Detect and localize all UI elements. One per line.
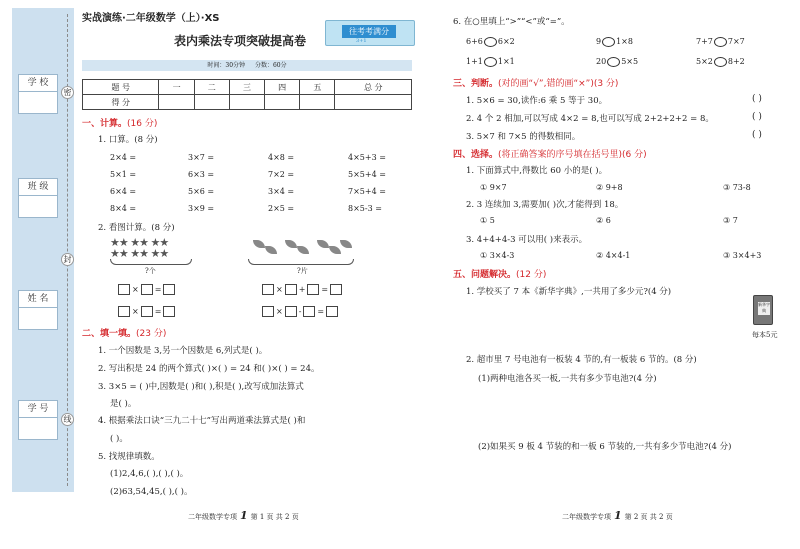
caption-right: ?片: [297, 267, 308, 275]
name-label: 姓 名: [18, 290, 58, 308]
calc-item: 2×5 =: [268, 204, 295, 213]
answer-box[interactable]: [118, 306, 130, 317]
dictionary-cover-text: 新华字典: [758, 302, 770, 313]
section-hint: (对的画“√”,错的画“×”): [498, 79, 594, 89]
op-times: ×: [276, 307, 283, 316]
compare-oval[interactable]: [484, 37, 497, 47]
brace-left: [110, 259, 192, 265]
compare-oval[interactable]: [714, 57, 727, 67]
fill-question: (2)63,54,45,( ),( )。: [110, 487, 193, 497]
answer-box[interactable]: [285, 306, 297, 317]
choice-option[interactable]: ③ 73-8: [723, 183, 751, 192]
op-times: ×: [276, 285, 283, 294]
calc-item: 3×7 =: [188, 153, 215, 162]
compare-right: 1×1: [497, 57, 515, 66]
choice-option[interactable]: ① 5: [480, 216, 495, 225]
calc-item: 7×5+4 =: [348, 187, 386, 196]
problem-question: 2. 超市里 7 号电池有一板装 4 节的,有一板装 6 节的。(8 分): [466, 355, 697, 365]
left-footer: [188, 509, 299, 522]
op-times: ×: [132, 285, 139, 294]
choice-option[interactable]: ③ 3×4+3: [723, 251, 762, 260]
compare-oval[interactable]: [607, 57, 620, 67]
score-input-cell[interactable]: [265, 95, 300, 110]
answer-box[interactable]: [163, 284, 175, 295]
choice-question: 1. 下面算式中,得数比 60 小的是( )。: [466, 166, 608, 176]
section-points: (12 分): [516, 270, 547, 280]
fill-question: 1. 一个因数是 3,另一个因数是 6,列式是( )。: [98, 346, 268, 356]
answer-boxes-1: [118, 284, 175, 295]
table-cell: 题 号: [83, 80, 159, 95]
section-points: (6 分): [622, 150, 647, 160]
answer-box[interactable]: [141, 284, 153, 295]
section-3-heading: [453, 76, 618, 89]
star-icon: ★★: [150, 247, 169, 260]
leaf-icon: [329, 246, 341, 254]
fill-question: 3. 3×5 = ( )中,因数是( )和( ),积是( ),改写成加法算式: [98, 382, 304, 392]
right-page: [400, 0, 800, 549]
fill-question: 是( )。: [110, 399, 137, 409]
table-cell: 二: [194, 80, 229, 95]
fill-question: 2. 写出积是 24 的两个算式( )×( ) = 24 和( )×( ) = 24。: [98, 364, 320, 374]
star-icon: ★★: [110, 247, 128, 260]
seal-xian: 线: [61, 413, 74, 426]
judge-answer[interactable]: ( ): [752, 112, 762, 122]
star-icon: ★★: [130, 247, 148, 260]
q1-label: 1. 口算。(8 分): [98, 135, 158, 145]
fill-question: ( )。: [110, 434, 128, 444]
page-title: 表内乘法专项突破提高卷: [173, 34, 306, 48]
section-4-heading: [453, 147, 647, 160]
name-field: [18, 290, 58, 330]
compare-left: 1+1: [466, 57, 483, 66]
answer-box[interactable]: [307, 284, 319, 295]
op-times: ×: [132, 307, 139, 316]
section-title: 三、判断。: [453, 79, 499, 89]
op-eq: =: [154, 285, 162, 294]
leaf-icon: [285, 240, 297, 248]
answer-box[interactable]: [141, 306, 153, 317]
answer-box[interactable]: [262, 306, 274, 317]
score-table-row: [83, 95, 412, 110]
calc-item: 4×8 =: [268, 153, 295, 162]
section-1-heading: [82, 116, 157, 129]
score-input-cell[interactable]: [300, 95, 335, 110]
time-score-bar: [82, 60, 412, 71]
answer-box[interactable]: [326, 306, 338, 317]
star-icon: ★★: [110, 236, 128, 249]
table-cell: 三: [229, 80, 264, 95]
school-field: [18, 74, 58, 114]
class-field: [18, 178, 58, 218]
seal-mi: 密: [61, 86, 74, 99]
choice-option[interactable]: ② 6: [596, 216, 611, 225]
compare-left: 20: [596, 57, 607, 66]
footer-num: 1: [614, 509, 622, 522]
judge-item: 1. 5×6 = 30,读作:6 乘 5 等于 30。: [466, 96, 608, 106]
section-5-heading: [453, 267, 546, 280]
choice-question: 2. 3 连续加 3,需要加( )次,才能得到 18。: [466, 200, 624, 210]
binding-strip: [12, 8, 74, 492]
calc-item: 8×4 =: [110, 204, 137, 213]
answer-box[interactable]: [118, 284, 130, 295]
compare-right: 6×2: [497, 37, 515, 46]
answer-box[interactable]: [330, 284, 342, 295]
school-label: 学 校: [18, 74, 58, 92]
calc-item: 3×4 =: [268, 187, 295, 196]
dictionary-price: 每本5元: [752, 331, 778, 339]
table-cell: 五: [300, 80, 335, 95]
compare-right: 1×8: [616, 37, 633, 46]
compare-oval[interactable]: [484, 57, 497, 67]
calc-item: 6×3 =: [188, 170, 215, 179]
op-eq: =: [317, 307, 325, 316]
score-table: [82, 79, 412, 110]
student-id-label: 学 号: [18, 400, 58, 418]
logo-sub: 3+1: [356, 38, 367, 44]
section-2-heading: [82, 326, 166, 339]
op-plus: +: [298, 285, 306, 294]
choice-question: 3. 4+4+4-3 可以用( )来表示。: [466, 235, 588, 245]
score-input-cell[interactable]: [194, 95, 229, 110]
answer-boxes-4: [262, 306, 338, 317]
table-cell: 一: [159, 80, 194, 95]
name-input[interactable]: [18, 308, 58, 330]
section-title: 五、问题解决。: [453, 270, 517, 280]
score-input-cell[interactable]: [229, 95, 264, 110]
compare-item: [596, 37, 633, 47]
section-title: 四、选择。: [453, 150, 499, 160]
dictionary-icon: [753, 295, 773, 325]
compare-left: 7+7: [696, 37, 713, 46]
op-minus: -: [298, 307, 302, 316]
choice-option[interactable]: ① 3×4-3: [480, 251, 515, 260]
star-icon: ★★: [130, 236, 148, 249]
op-eq: =: [321, 285, 329, 294]
problem-subquestion: (2)如果买 9 板 4 节装的和一板 6 节装的,一共有多少节电池?(4 分): [478, 442, 732, 452]
calc-item: 4×5+3 =: [348, 153, 386, 162]
calc-item: 5×5+4 =: [348, 170, 386, 179]
compare-right: 5×5: [621, 57, 639, 66]
footer-page: 第 2 页 共 2 页: [624, 513, 673, 521]
judge-item: 3. 5×7 和 7×5 的得数相同。: [466, 132, 581, 142]
answer-boxes-3: [262, 284, 342, 295]
section-points: (23 分): [136, 329, 167, 339]
score-label: 分数：60分: [254, 62, 287, 69]
fill-question: 4. 根据乘法口诀“三九二十七”写出两道乘法算式是( )和: [98, 416, 306, 426]
compare-oval[interactable]: [714, 37, 727, 47]
calc-item: 5×1 =: [110, 170, 137, 179]
star-icon: ★★: [150, 236, 169, 249]
q2-label: 2. 看图计算。(8 分): [98, 223, 175, 233]
section-title: 一、计算。: [82, 119, 128, 129]
right-footer: [562, 509, 673, 522]
compare-left: 5×2: [696, 57, 713, 66]
compare-item: [696, 37, 745, 47]
choice-option[interactable]: ② 9+8: [596, 183, 623, 192]
section-points: (16 分): [127, 119, 158, 129]
class-input[interactable]: [18, 196, 58, 218]
section-hint: (将正确答案的序号填在括号里): [498, 150, 623, 160]
table-cell: 总 分: [335, 80, 412, 95]
footer-text: 二年级数学专项: [562, 513, 611, 521]
student-id-input[interactable]: [18, 418, 58, 440]
score-table-header: [83, 80, 412, 95]
footer-num: 1: [240, 509, 248, 522]
problem-question: 1. 学校买了 7 本《新华字典》,一共用了多少元?(4 分): [466, 287, 672, 297]
calc-item: 6×4 =: [110, 187, 137, 196]
judge-answer[interactable]: ( ): [752, 130, 762, 140]
brace-right: [248, 259, 354, 265]
choice-option[interactable]: ① 9×7: [480, 183, 507, 192]
fill-question: 5. 找规律填数。: [98, 452, 160, 462]
school-input[interactable]: [18, 92, 58, 114]
footer-page: 第 1 页 共 2 页: [250, 513, 299, 521]
caption-left: ?个: [145, 267, 156, 275]
leaf-icon: [265, 246, 277, 254]
time-label: 时间：30分钟: [207, 62, 246, 69]
fill-question: (1)2,4,6,( ),( ),( )。: [110, 469, 189, 479]
compare-oval[interactable]: [602, 37, 615, 47]
answer-box[interactable]: [262, 284, 274, 295]
q6-label: 6. 在○里填上“>”“<”或“=”。: [453, 17, 570, 27]
logo-text: 往考考满分: [342, 25, 396, 38]
table-cell: 四: [265, 80, 300, 95]
compare-left: 9: [596, 37, 602, 46]
choice-option[interactable]: ③ 7: [723, 216, 738, 225]
compare-item: [596, 57, 638, 67]
calc-item: 8×5-3 =: [348, 204, 382, 213]
leaf-icon: [317, 240, 329, 248]
class-label: 班 级: [18, 178, 58, 196]
compare-item: [466, 57, 515, 67]
compare-right: 7×7: [727, 37, 745, 46]
judge-answer[interactable]: ( ): [752, 94, 762, 104]
section-title: 二、填一填。: [82, 329, 137, 339]
op-eq: =: [154, 307, 162, 316]
table-cell: 得 分: [83, 95, 159, 110]
calc-item: 3×9 =: [188, 204, 215, 213]
compare-item: [696, 57, 745, 67]
leaf-icon: [253, 240, 265, 248]
answer-boxes-2: [118, 306, 175, 317]
judge-item: 2. 4 个 2 相加,可以写成 4×2 = 8,也可以写成 2+2+2+2 = 8。: [466, 114, 714, 124]
calc-item: 5×6 =: [188, 187, 215, 196]
calc-item: 2×4 =: [110, 153, 137, 162]
series-header: 实战演练·二年级数学（上）·XS: [82, 13, 220, 24]
compare-item: [466, 37, 515, 47]
section-points: (3 分): [593, 79, 619, 89]
leaf-icon: [340, 240, 352, 248]
seal-feng: 封: [61, 253, 74, 266]
problem-subquestion: (1)两种电池各买一板,一共有多少节电池?(4 分): [478, 374, 657, 384]
student-id-field: [18, 400, 58, 440]
compare-left: 6+6: [466, 37, 483, 46]
score-input-cell[interactable]: [159, 95, 194, 110]
leaf-icon: [297, 246, 309, 254]
choice-option[interactable]: ② 4×4-1: [596, 251, 631, 260]
footer-text: 二年级数学专项: [188, 513, 237, 521]
answer-box[interactable]: [303, 306, 315, 317]
answer-box[interactable]: [163, 306, 175, 317]
calc-item: 7×2 =: [268, 170, 295, 179]
answer-box[interactable]: [285, 284, 297, 295]
compare-right: 8+2: [727, 57, 745, 66]
